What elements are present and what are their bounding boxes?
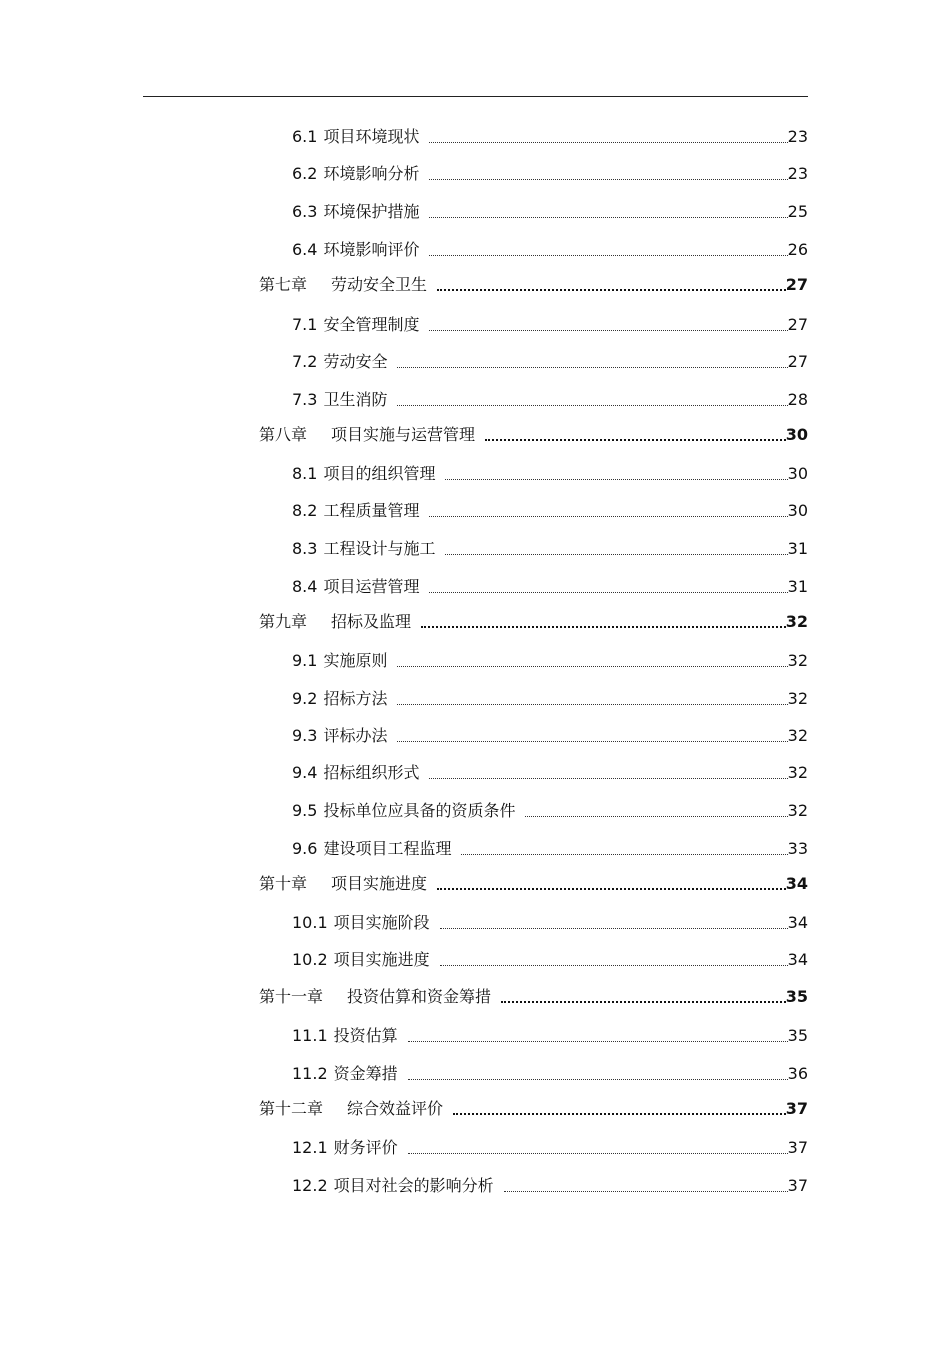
toc-entry-page-number: 32 (787, 651, 808, 670)
toc-section-entry[interactable] (292, 236, 808, 264)
toc-entry-page-number: 32 (787, 726, 808, 745)
toc-section-entry[interactable] (292, 1022, 808, 1050)
toc-entry-number: 10.1 (292, 913, 328, 932)
toc-entry-title: 资金筹措 (333, 1064, 398, 1083)
toc-entry-number: 9.1 (292, 651, 318, 670)
toc-entry-title: 实施原则 (323, 651, 388, 670)
toc-entry-title: 项目实施进度 (333, 950, 430, 969)
toc-chapter-entry[interactable] (259, 421, 808, 449)
dot-leader (437, 271, 786, 299)
toc-entry-number: 9.5 (292, 801, 318, 820)
toc-section-entry[interactable] (292, 348, 808, 376)
toc-section-entry[interactable] (292, 946, 808, 974)
toc-entry-page-number: 34 (787, 950, 808, 969)
dot-leader (397, 685, 787, 713)
dot-leader (440, 946, 788, 974)
dot-leader (461, 835, 787, 863)
toc-section-entry[interactable] (292, 198, 808, 226)
dot-leader (501, 983, 786, 1011)
toc-section-entry[interactable] (292, 835, 808, 863)
toc-entry-title: 招标组织形式 (323, 763, 420, 782)
toc-entry-page-number: 23 (787, 164, 808, 183)
toc-entry-page-number: 30 (787, 501, 808, 520)
toc-entry-number: 12.1 (292, 1138, 328, 1157)
toc-entry-page-number: 35 (787, 1026, 808, 1045)
toc-entry-number: 9.6 (292, 839, 318, 858)
toc-entry-page-number: 23 (787, 127, 808, 146)
toc-entry-page-number: 37 (787, 1138, 808, 1157)
toc-entry-title: 劳动安全 (323, 352, 388, 371)
dot-leader (504, 1172, 788, 1200)
dot-leader (453, 1095, 786, 1123)
dot-leader (485, 421, 786, 449)
toc-chapter-entry[interactable] (259, 1095, 808, 1123)
toc-entry-page-number: 32 (787, 763, 808, 782)
toc-entry-title: 建设项目工程监理 (323, 839, 452, 858)
toc-entry-page-number: 36 (787, 1064, 808, 1083)
toc-entry-number: 8.1 (292, 464, 318, 483)
toc-entry-title: 项目实施阶段 (333, 913, 430, 932)
toc-entry-number: 7.2 (292, 352, 318, 371)
toc-entry-number: 7.3 (292, 390, 318, 409)
toc-section-entry[interactable] (292, 160, 808, 188)
toc-entry-page-number: 27 (785, 275, 808, 294)
dot-leader (397, 722, 787, 750)
dot-leader (429, 497, 787, 525)
toc-entry-page-number: 25 (787, 202, 808, 221)
toc-entry-page-number: 30 (785, 425, 808, 444)
toc-entry-number: 第十二章 (259, 1099, 324, 1118)
toc-entry-number: 9.4 (292, 763, 318, 782)
dot-leader (408, 1022, 788, 1050)
toc-section-entry[interactable] (292, 497, 808, 525)
dot-leader (397, 348, 787, 376)
toc-section-entry[interactable] (292, 386, 808, 414)
toc-entry-title: 环境保护措施 (323, 202, 420, 221)
toc-entry-title: 工程设计与施工 (323, 539, 436, 558)
toc-entry-number: 6.3 (292, 202, 318, 221)
toc-entry-title: 安全管理制度 (323, 315, 420, 334)
toc-section-entry[interactable] (292, 573, 808, 601)
toc-chapter-entry[interactable] (259, 271, 808, 299)
toc-entry-page-number: 31 (787, 577, 808, 596)
toc-chapter-entry[interactable] (259, 608, 808, 636)
toc-entry-page-number: 32 (785, 612, 808, 631)
toc-entry-page-number: 30 (787, 464, 808, 483)
dot-leader (429, 160, 787, 188)
toc-entry-number: 第十一章 (259, 987, 324, 1006)
toc-section-entry[interactable] (292, 647, 808, 675)
toc-entry-page-number: 37 (787, 1176, 808, 1195)
dot-leader (408, 1060, 788, 1088)
toc-entry-page-number: 27 (787, 352, 808, 371)
toc-entry-number: 第八章 (259, 425, 308, 444)
toc-entry-number: 第九章 (259, 612, 308, 631)
toc-section-entry[interactable] (292, 535, 808, 563)
toc-section-entry[interactable] (292, 460, 808, 488)
toc-entry-title: 工程质量管理 (323, 501, 420, 520)
toc-entry-page-number: 34 (787, 913, 808, 932)
toc-entry-page-number: 33 (787, 839, 808, 858)
toc-entry-title: 综合效益评价 (347, 1099, 444, 1118)
toc-entry-title: 环境影响分析 (323, 164, 420, 183)
toc-entry-title: 环境影响评价 (323, 240, 420, 259)
dot-leader (397, 647, 787, 675)
toc-entry-page-number: 28 (787, 390, 808, 409)
dot-leader (397, 386, 787, 414)
dot-leader (437, 870, 786, 898)
dot-leader (429, 123, 787, 151)
toc-section-entry[interactable] (292, 1172, 808, 1200)
toc-section-entry[interactable] (292, 759, 808, 787)
dot-leader (429, 759, 787, 787)
toc-entry-number: 第七章 (259, 275, 308, 294)
toc-entry-title: 招标及监理 (331, 612, 412, 631)
toc-entry-title: 投资估算 (333, 1026, 398, 1045)
toc-entry-title: 劳动安全卫生 (331, 275, 428, 294)
toc-entry-number: 6.4 (292, 240, 318, 259)
toc-entry-page-number: 34 (785, 874, 808, 893)
dot-leader (429, 236, 787, 264)
toc-entry-number: 6.2 (292, 164, 318, 183)
toc-entry-page-number: 32 (787, 689, 808, 708)
toc-section-entry[interactable] (292, 722, 808, 750)
toc-entry-page-number: 37 (785, 1099, 808, 1118)
toc-entry-title: 卫生消防 (323, 390, 388, 409)
toc-entry-page-number: 32 (787, 801, 808, 820)
toc-entry-title: 项目对社会的影响分析 (333, 1176, 494, 1195)
toc-entry-page-number: 26 (787, 240, 808, 259)
toc-entry-number: 8.3 (292, 539, 318, 558)
toc-entry-number: 12.2 (292, 1176, 328, 1195)
toc-chapter-entry[interactable] (259, 870, 808, 898)
dot-leader (445, 460, 787, 488)
toc-section-entry[interactable] (292, 311, 808, 339)
toc-entry-number: 11.2 (292, 1064, 328, 1083)
toc-section-entry[interactable] (292, 797, 808, 825)
toc-entry-title: 评标办法 (323, 726, 388, 745)
toc-entry-number: 8.4 (292, 577, 318, 596)
toc-chapter-entry[interactable] (259, 983, 808, 1011)
toc-entry-number: 11.1 (292, 1026, 328, 1045)
dot-leader (408, 1134, 788, 1162)
toc-entry-number: 9.2 (292, 689, 318, 708)
toc-entry-title: 项目运营管理 (323, 577, 420, 596)
dot-leader (429, 573, 787, 601)
toc-entry-number: 6.1 (292, 127, 318, 146)
toc-entry-number: 10.2 (292, 950, 328, 969)
toc-entry-title: 财务评价 (333, 1138, 398, 1157)
toc-entry-number: 7.1 (292, 315, 318, 334)
toc-entry-number: 9.3 (292, 726, 318, 745)
toc-entry-number: 第十章 (259, 874, 308, 893)
toc-entry-page-number: 27 (787, 315, 808, 334)
dot-leader (445, 535, 787, 563)
dot-leader (421, 608, 786, 636)
toc-section-entry[interactable] (292, 1134, 808, 1162)
toc-section-entry[interactable] (292, 1060, 808, 1088)
toc-entry-title: 项目实施与运营管理 (331, 425, 476, 444)
toc-entry-title: 项目的组织管理 (323, 464, 436, 483)
toc-entry-page-number: 31 (787, 539, 808, 558)
dot-leader (429, 198, 787, 226)
toc-entry-page-number: 35 (785, 987, 808, 1006)
toc-section-entry[interactable] (292, 123, 808, 151)
toc-section-entry[interactable] (292, 909, 808, 937)
dot-leader (440, 909, 788, 937)
toc-entry-title: 投资估算和资金筹措 (347, 987, 492, 1006)
toc-entry-number: 8.2 (292, 501, 318, 520)
toc-entry-title: 项目实施进度 (331, 874, 428, 893)
dot-leader (429, 311, 787, 339)
toc-entry-title: 招标方法 (323, 689, 388, 708)
toc-entry-title: 投标单位应具备的资质条件 (323, 801, 516, 820)
toc-section-entry[interactable] (292, 685, 808, 713)
toc-entry-title: 项目环境现状 (323, 127, 420, 146)
dot-leader (525, 797, 787, 825)
